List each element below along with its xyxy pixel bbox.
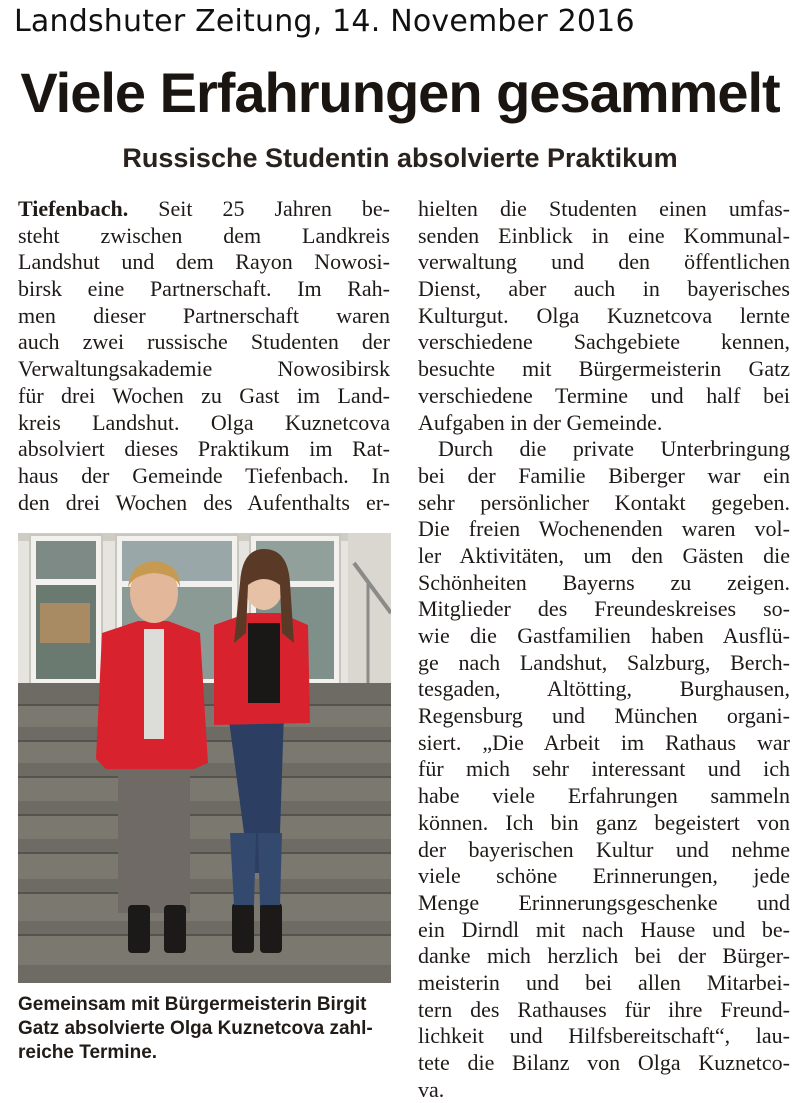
text-line: sehr persönlicher Kontakt gegeben. xyxy=(418,489,790,515)
text-line: für drei Wochen zu Gast im Land- xyxy=(18,382,390,408)
text-line: können. Ich bin ganz begeistert von xyxy=(418,809,790,835)
text-line: für mich sehr interessant und ich xyxy=(418,756,790,782)
text-line: Landshut und dem Rayon Nowosi- xyxy=(18,249,390,275)
dateline: Tiefenbach. xyxy=(18,196,129,221)
subheadline: Russische Studentin absolvierte Praktikum xyxy=(122,143,678,173)
text-line: besuchte mit Bürgermeisterin Gatz xyxy=(418,356,790,382)
text-line: haus der Gemeinde Tiefenbach. In xyxy=(18,462,390,488)
caption-line: Gatz absolvierte Olga Kuznetcova zahl- xyxy=(18,1018,373,1039)
text-line: siert. „Die Arbeit im Rathaus war xyxy=(418,729,790,755)
article-column-2 xyxy=(418,196,790,1103)
text-line: steht zwischen dem Landkreis xyxy=(18,222,390,248)
text-line: tete die Bilanz von Olga Kuznetco- xyxy=(418,1050,790,1075)
text-line: Schönheiten Bayerns zu zeigen. xyxy=(418,569,790,595)
text-line: meisterin und bei allen Mitarbei- xyxy=(418,969,790,995)
text-line: Menge Erinnerungsgeschenke und xyxy=(418,889,790,915)
text-line: den drei Wochen des Aufenthalts er- xyxy=(18,489,390,515)
text-line: Aufgaben in der Gemeinde. xyxy=(418,409,663,435)
text-line: va. xyxy=(418,1076,445,1102)
text-line: kreis Landshut. Olga Kuznetcova xyxy=(18,409,390,435)
caption-line: Gemeinsam mit Bürgermeisterin Birgit xyxy=(18,994,367,1015)
text-line: auch zwei russische Studenten der xyxy=(18,329,390,355)
caption-line: reiche Termine. xyxy=(18,1042,158,1063)
text-line: bei der Familie Biberger war ein xyxy=(418,462,790,488)
text-line: senden Einblick in eine Kommunal- xyxy=(418,222,790,248)
text-line: Tiefenbach. Seit 25 Jahren be- xyxy=(18,196,390,221)
photo-illustration xyxy=(18,533,391,983)
headline: Viele Erfahrungen gesammelt xyxy=(20,61,780,124)
article-photo xyxy=(18,533,391,983)
text-line: Dienst, aber auch in bayerisches xyxy=(418,276,790,302)
text-line: danke mich herzlich bei der Bürger- xyxy=(418,943,790,969)
text-line: Kulturgut. Olga Kuznetcova lernte xyxy=(418,302,790,328)
photo-caption xyxy=(18,993,393,1065)
text-line: verschiedene Termine und half bei xyxy=(418,382,790,408)
text-line: habe viele Erfahrungen sammeln xyxy=(418,783,790,809)
text-line: Verwaltungsakademie Nowosibirsk xyxy=(18,356,390,382)
text-line: Regensburg und München organi- xyxy=(418,703,790,729)
text-line: viele schöne Erinnerungen, jede xyxy=(418,863,790,889)
text-line: Die freien Wochenenden waren vol- xyxy=(418,516,790,542)
text-line: birsk eine Partnerschaft. Im Rah- xyxy=(18,276,390,302)
text-line: Mitglieder des Freundeskreises so- xyxy=(418,596,790,622)
article-column-1 xyxy=(18,196,390,516)
text-line: tesgaden, Altötting, Burghausen, xyxy=(418,676,790,702)
text-line: hielten die Studenten einen umfas- xyxy=(418,196,790,221)
text-line: absolviert dieses Praktikum im Rat- xyxy=(18,436,390,462)
text-line: der bayerischen Kultur und nehme xyxy=(418,836,790,862)
text-line: ler Aktivitäten, um den Gästen die xyxy=(418,542,790,568)
text-line: ein Dirndl mit nach Hause und be- xyxy=(418,916,790,942)
text-line: verwaltung und den öffentlichen xyxy=(418,249,790,275)
text-line: lichkeit und Hilfsbereitschaft“, lau- xyxy=(418,1023,790,1049)
text-line: wie die Gastfamilien haben Ausflü- xyxy=(418,623,790,648)
text-line: Durch die private Unterbringung xyxy=(438,436,790,462)
source-line: Landshuter Zeitung, 14. November 2016 xyxy=(14,4,635,39)
text-line: men dieser Partnerschaft waren xyxy=(18,302,390,328)
text-line: verschiedene Sachgebiete kennen, xyxy=(418,329,790,355)
text-line: tern des Rathauses für ihre Freund- xyxy=(418,996,790,1022)
text-line: ge nach Landshut, Salzburg, Berch- xyxy=(418,649,790,675)
